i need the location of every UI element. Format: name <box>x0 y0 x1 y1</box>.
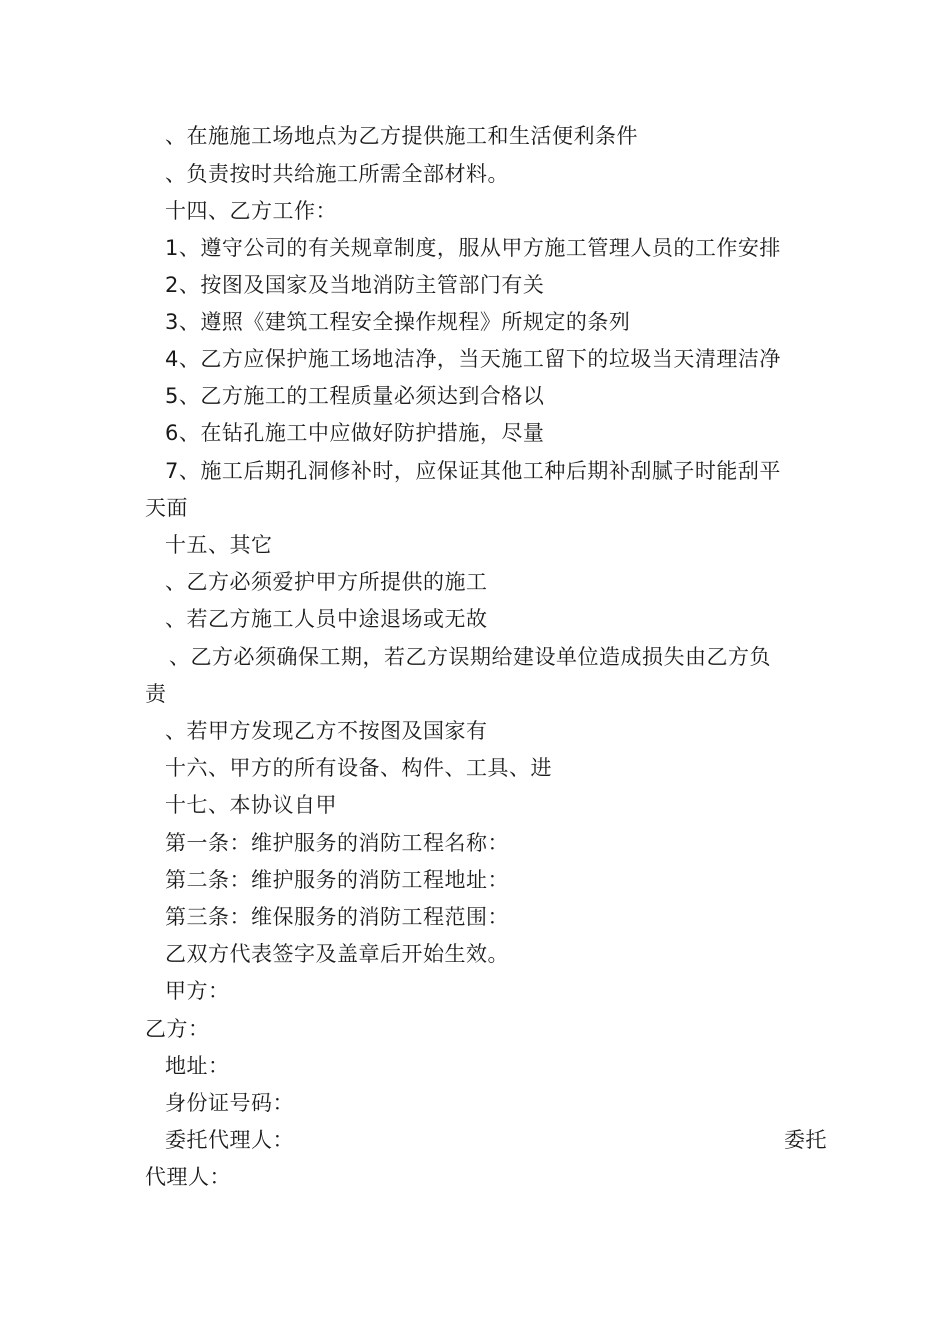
clause-line: 7、施工后期孔洞修补时，应保证其他工种后期补刮腻子时能刮平 <box>165 459 781 483</box>
clause-line: 4、乙方应保护施工场地洁净，当天施工留下的垃圾当天清理洁净 <box>165 347 781 371</box>
article-line: 第三条：维保服务的消防工程范围： <box>165 905 509 929</box>
clause-line: 5、乙方施工的工程质量必须达到合格以 <box>165 384 545 408</box>
clause-line: 、乙方必须爱护甲方所提供的施工 <box>165 570 488 594</box>
clause-line: 3、遵照《建筑工程安全操作规程》所规定的条列 <box>165 310 631 334</box>
section-heading: 十四、乙方工作： <box>165 199 337 223</box>
clause-line-continuation: 天面 <box>145 496 188 520</box>
party-a-label: 甲方： <box>165 979 230 1003</box>
section-heading: 十五、其它 <box>165 533 273 557</box>
clause-line: 、若乙方施工人员中途退场或无故 <box>165 607 488 631</box>
section-heading: 十七、本协议自甲 <box>165 793 337 817</box>
clause-line: 、若甲方发现乙方不按图及国家有 <box>165 719 488 743</box>
article-line: 第一条：维护服务的消防工程名称： <box>165 831 509 855</box>
clause-line: 6、在钻孔施工中应做好防护措施，尽量 <box>165 421 545 445</box>
id-number-label: 身份证号码： <box>165 1091 294 1115</box>
clause-line-continuation: 责 <box>145 682 167 706</box>
address-label: 地址： <box>165 1054 230 1078</box>
article-line: 第二条：维护服务的消防工程地址： <box>165 868 509 892</box>
clause-line: 乙双方代表签字及盖章后开始生效。 <box>165 942 509 966</box>
agent-line <box>145 1122 827 1159</box>
clause-line: 1、遵守公司的有关规章制度，服从甲方施工管理人员的工作安排 <box>165 236 781 260</box>
party-b-label: 乙方： <box>145 1017 210 1041</box>
clause-line: 、负责按时共给施工所需全部材料。 <box>165 162 509 186</box>
agent-label-right: 委托 <box>784 1128 827 1152</box>
clause-line: 、在施施工场地点为乙方提供施工和生活便利条件 <box>165 124 638 148</box>
clause-line: 、乙方必须确保工期，若乙方误期给建设单位造成损失由乙方负 <box>169 645 771 669</box>
section-heading: 十六、甲方的所有设备、构件、工具、进 <box>165 756 552 780</box>
clause-line: 2、按图及国家及当地消防主管部门有关 <box>165 273 545 297</box>
agent-label-continuation: 代理人： <box>145 1165 231 1189</box>
agent-label: 委托代理人： <box>165 1128 294 1152</box>
